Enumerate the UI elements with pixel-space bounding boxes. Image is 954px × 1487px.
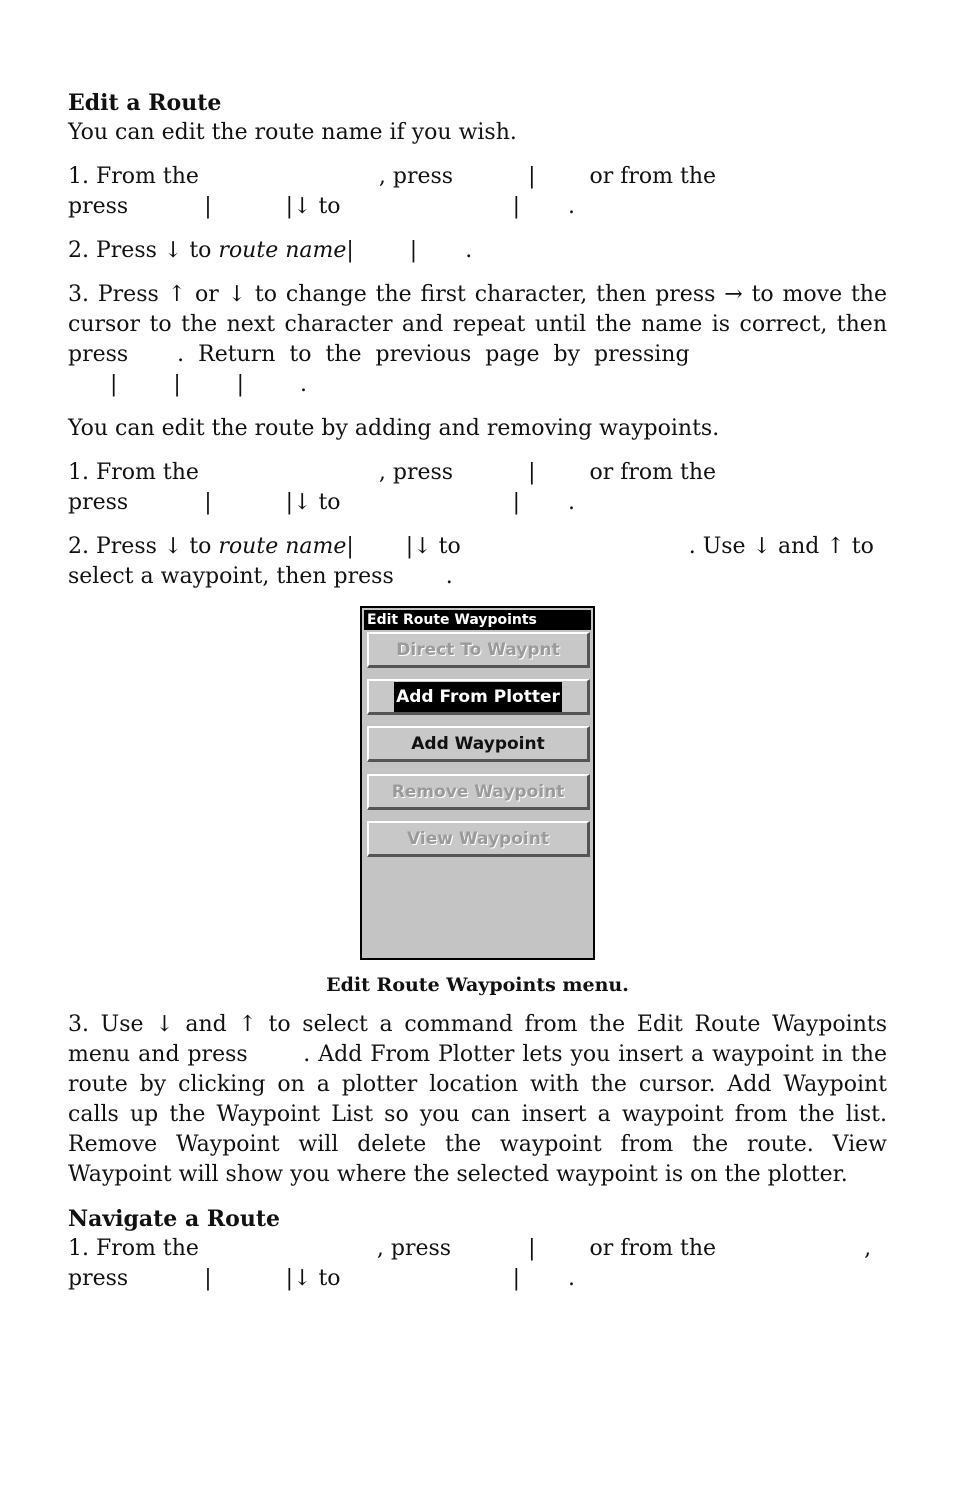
step-1 [68,1234,887,1294]
step-3: 3. Use ↓ and ↑ to select a command from the Edit Route Waypoints menu and press . Add From Plotter lets you insert a waypoint in the route by clicking on a plotter location with the cursor. Add Waypoint calls up the Waypoint List so you can insert a waypoint from the list. Remove Waypoint will delete the waypoint from the route. View Waypoint will show you where the selected waypoint is on the plotter. [68,1012,894,1187]
step-text: . [567,194,575,219]
direct-to-waypoint-button[interactable] [367,632,590,668]
step-text: 1. From the [68,460,199,485]
step-text: . Use ↓ and ↑ to [688,534,874,559]
step-text: . [465,238,473,263]
figure [68,606,887,1000]
button-label: Direct To Waypnt [396,639,560,660]
step-text: , press [378,164,454,189]
document-page [68,88,894,1308]
step-text: or from the [589,460,717,485]
button-label: Add Waypoint [411,733,545,754]
step-text: |↓ to [405,534,461,559]
intro-text: You can edit the route name if you wish. [68,120,517,145]
step-text: 1. From the [68,164,199,189]
add-from-plotter-button[interactable] [367,679,590,715]
intro-text: You can edit the route by adding and removing waypoints. [68,416,720,441]
step-text: or from the [589,1236,717,1261]
step-text: | [512,1266,520,1291]
button-label: Add From Plotter [394,682,562,712]
field-name: route name [218,238,347,263]
field-name: route name [218,534,347,559]
step-text: 2. Press ↓ to [68,238,212,263]
button-label: View Waypoint [407,828,549,849]
step-text: | | | . [68,372,308,397]
step-text: | [528,164,536,189]
menu-title: Edit Route Waypoints [364,610,591,630]
view-waypoint-button[interactable] [367,821,590,857]
step-text: . [567,490,575,515]
step-text: press [68,1266,129,1291]
section-heading-edit-route: Edit a Route [68,90,222,116]
step-text: | [512,490,520,515]
step-text: | [528,460,536,485]
button-label: Remove Waypoint [391,781,565,802]
figure-caption: Edit Route Waypoints menu. [326,974,629,996]
step-text: or from the [589,164,717,189]
step-text: | [409,238,418,263]
section-heading-navigate-route: Navigate a Route [68,1206,280,1232]
step-1 [68,458,887,518]
step-text: |↓ to [285,194,341,219]
step-text: , [864,1236,872,1261]
step-text: | [346,238,354,263]
step-text: |↓ to [285,490,341,515]
step-text: 3. Press ↑ or ↓ to change the first character, then press → to move the cursor to the next character and repeat until the name is correct, then press . Return to the previous page by pressing [68,282,894,367]
step-text: , press [376,1236,452,1261]
step-text: , press [378,460,454,485]
step-text: | [528,1236,536,1261]
step-2 [68,236,887,266]
step-text: select a waypoint, then press [68,564,394,589]
step-1 [68,162,887,222]
step-text: |↓ to [285,1266,341,1291]
step-text: | [204,490,212,515]
step-3 [68,280,894,400]
step-text: | [204,1266,212,1291]
step-text: . [567,1266,575,1291]
step-text: 1. From the [68,1236,199,1261]
step-text: 2. Press ↓ to [68,534,212,559]
step-text: | [204,194,212,219]
step-2 [68,532,887,592]
step-text: press [68,490,129,515]
step-text: | [346,534,354,559]
add-waypoint-button[interactable] [367,726,590,762]
step-text: | [512,194,520,219]
step-text: press [68,194,129,219]
remove-waypoint-button[interactable] [367,774,590,810]
edit-route-waypoints-menu [360,606,595,960]
step-text: . [445,564,453,589]
